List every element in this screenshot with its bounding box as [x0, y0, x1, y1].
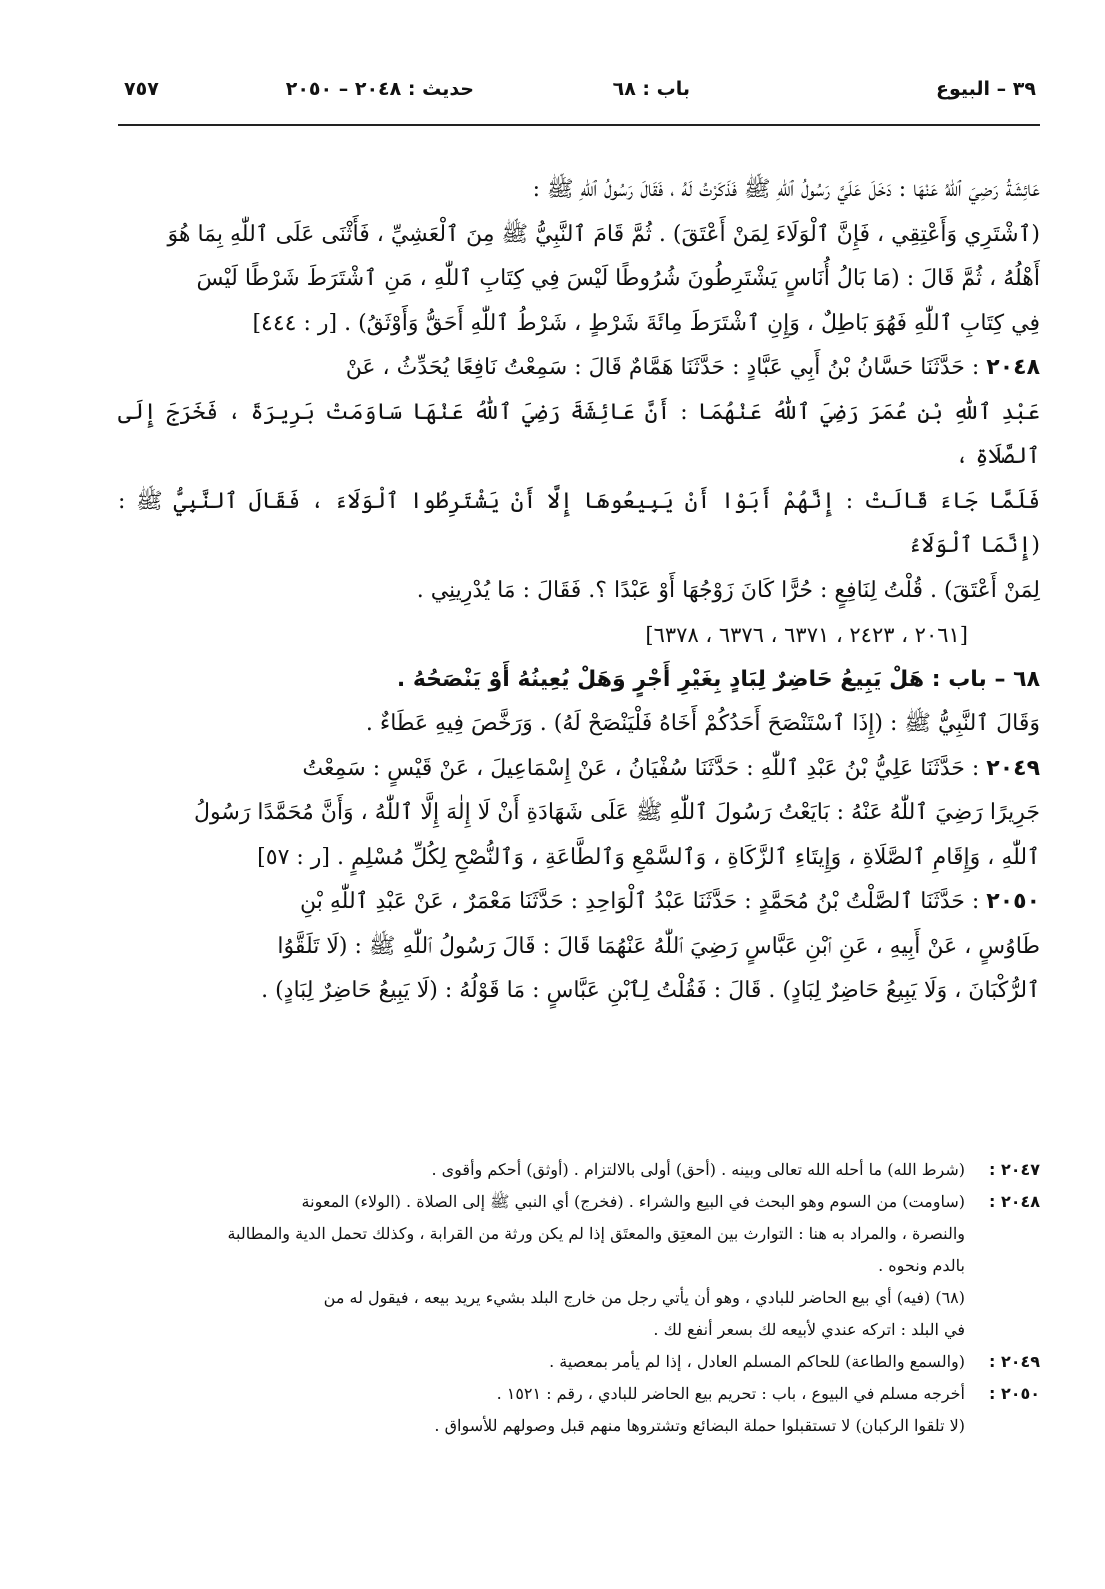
footnotes [118, 1154, 1040, 1442]
bab-heading: ٦٨ – باب : هَلْ يَبِيعُ حَاضِرٌ لِبَادٍ بِغَيْرِ أَجْرٍ وَهَلْ يُعِينُهُ أَوْ يَنْصَحُهُ . [396, 666, 1040, 692]
text-line: عَبْدِ ٱللّٰهِ بْنِ عُمَرَ رَضِيَ ٱللّٰهُ عَنْهُمَا : أَنَّ عَائِشَةَ رَضِيَ ٱللّٰهُ عَنْهَا سَاوَمَتْ بَرِيرَةَ ، فَخَرَجَ إِلَى ٱلصَّلَاةِ ، [118, 399, 1040, 469]
book-page [118, 0, 1040, 1589]
footnote-line: (شرط الله) ما أحله الله تعالى وبينه . (أحق) أولى بالالتزام . (أوثق) أحكم وأقوى . [431, 1160, 965, 1179]
footnote-line: (والسمع والطاعة) للحاكم المسلم العادل ، إذا لم يأمر بمعصية . [549, 1352, 965, 1371]
text-line: أَهْلُهُ ، ثُمَّ قَالَ : (مَا بَالُ أُنَاسٍ يَشْتَرِطُونَ شُرُوطًا لَيْسَ فِي كِتَابِ ٱللّٰهِ ، مَنِ ٱشْتَرَطَ شَرْطًا لَيْسَ [196, 266, 1040, 291]
hadith-2048-line [118, 346, 1040, 391]
footnote-2050 [118, 1378, 1040, 1442]
text-line: جَرِيرًا رَضِيَ ٱللّٰهُ عَنْهُ : بَايَعْتُ رَسُولَ ٱللّٰهِ ﷺ عَلَى شَهَادَةِ أَنْ لَا إِلٰهَ إِلَّا ٱللّٰهُ ، وَأَنَّ مُحَمَّدًا رَسُولُ [194, 800, 1040, 825]
footnote-line: والنصرة ، والمراد به هنا : التوارث بين المعتِق والمعتَق إذا لم يكن ورثة من القرابة ، وكذلك تحمل الدية والمطالبة [227, 1224, 965, 1243]
text-line: طَاوُسٍ ، عَنْ أَبِيهِ ، عَنِ ٱبْنِ عَبَّاسٍ رَضِيَ ٱللّٰهُ عَنْهُمَا قَالَ : قَالَ رَسُولُ ٱللّٰهِ ﷺ : (لَا تَلَقَّوُا [277, 933, 1040, 959]
hadith-number: ٢٠٤٩ [986, 755, 1040, 781]
chapter-title: ٣٩ – البيوع [936, 78, 1036, 100]
footnote-number: ٢٠٥٠ : [988, 1384, 1040, 1403]
footnote-2048 [118, 1186, 1040, 1282]
hadith-text: : حَدَّثَنَا عَلِيُّ بْنُ عَبْدِ ٱللّٰهِ : حَدَّثَنَا سُفْيَانُ ، عَنْ إِسْمَاعِيلَ ، عَنْ قَيْسٍ : سَمِعْتُ [302, 755, 980, 781]
text-line: وَقَالَ ٱلنَّبِيُّ ﷺ : (إِذَا ٱسْتَنْصَحَ أَحَدُكُمْ أَخَاهُ فَلْيَنْصَحْ لَهُ) . وَرَخَّصَ فِيهِ عَطَاءٌ . [365, 711, 1040, 736]
cross-references: [٢٠٦١ ، ٢٤٢٣ ، ٦٣٧١ ، ٦٣٧٦ ، ٦٣٧٨] [645, 623, 968, 647]
page-number: ٧٥٧ [124, 78, 159, 100]
footnote-line: أخرجه مسلم في البيوع ، باب : تحريم بيع الحاضر للبادي ، رقم : ١٥٢١ . [496, 1384, 965, 1403]
hadith-text: : حَدَّثَنَا ٱلصَّلْتُ بْنُ مُحَمَّدٍ : حَدَّثَنَا عَبْدُ ٱلْوَاحِدِ : حَدَّثَنَا مَعْمَرٌ ، عَنْ عَبْدِ ٱللّٰهِ بْنِ [300, 889, 980, 914]
hadith-text: : حَدَّثَنَا حَسَّانُ بْنُ أَبِي عَبَّادٍ : حَدَّثَنَا هَمَّامٌ قَالَ : سَمِعْتُ نَافِعًا يُحَدِّثُ ، عَنْ [345, 355, 980, 380]
footnote-number: ٢٠٤٩ : [988, 1352, 1040, 1371]
main-text [118, 168, 1040, 1014]
footnote-line: (لا تلقوا الركبان) لا تستقبلوا حملة البضائع وتشتروها منهم قبل وصولهم للأسواق . [434, 1416, 965, 1435]
hadith-2050-line [118, 880, 1040, 925]
hadith-number: ٢٠٥٠ [986, 889, 1040, 914]
footnote-line: في البلد : اتركه عندي لأبيعه لك بسعر أنفع لك . [653, 1320, 965, 1339]
text-line: (ٱشْتَرِي وَأَعْتِقِي ، فَإِنَّ ٱلْوَلَاءَ لِمَنْ أَعْتَقَ) . ثُمَّ قَامَ ٱلنَّبِيُّ ﷺ مِنَ ٱلْعَشِيِّ ، فَأَثْنَى عَلَى ٱللّٰهِ بِمَا هُوَ [167, 221, 1040, 247]
hadith-2049-line [118, 747, 1040, 792]
bab-label: باب : ٦٨ [612, 78, 690, 100]
text-line: لِمَنْ أَعْتَقَ) . قُلْتُ لِنَافِعٍ : حُرًّا كَانَ زَوْجُهَا أَوْ عَبْدًا ؟. فَقَالَ : مَا يُدْرِينِي . [416, 577, 1040, 603]
text-line: فِي كِتَابِ ٱللّٰهِ فَهُوَ بَاطِلٌ ، وَإِنِ ٱشْتَرَطَ مِائَةَ شَرْطٍ ، شَرْطُ ٱللّٰهِ أَحَقُّ وَأَوْثَقُ) . [ر : ٤٤٤] [252, 310, 1040, 336]
page-header [118, 78, 1040, 118]
hadith-number: ٢٠٤٨ [986, 355, 1040, 380]
text-line: عَائِشَةُ رَضِيَ ٱللّٰهُ عَنْهَا : دَخَلَ عَلَيَّ رَسُولُ ٱللّٰهِ ﷺ فَذَكَرْتُ لَهُ ، فَقَالَ رَسُولُ ٱللّٰهِ ﷺ : [532, 177, 1040, 202]
footnote-line: بالدم ونحوه . [878, 1256, 965, 1275]
text-line: ٱلرُّكْبَانَ ، وَلَا يَبِيعُ حَاضِرٌ لِبَادٍ) . قَالَ : فَقُلْتُ لِٱبْنِ عَبَّاسٍ : مَا قَوْلُهُ : (لَا يَبِيعُ حَاضِرٌ لِبَادٍ) . [261, 978, 1040, 1003]
footnote-bab-68 [118, 1282, 1040, 1346]
footnote-number: ٢٠٤٨ : [988, 1192, 1040, 1211]
footnote-line: (ساومت) من السوم وهو البحث في البيع والشراء . (فخرج) أي النبي ﷺ إلى الصلاة . (الولاء) المعونة [301, 1192, 965, 1211]
footnote-number: ٢٠٤٧ : [988, 1160, 1040, 1179]
footnote-2047 [118, 1154, 1040, 1186]
header-divider [118, 124, 1040, 126]
hadith-range: حديث : ٢٠٤٨ – ٢٠٥٠ [285, 78, 474, 100]
footnote-line: (٦٨) (فيه) أي بيع الحاضر للبادي ، وهو أن يأتي رجل من خارج البلد بشيء يريد بيعه ، فيقول له من [323, 1288, 965, 1307]
text-line: ٱللّٰهِ ، وَإِقَامِ ٱلصَّلَاةِ ، وَإِيتَاءِ ٱلزَّكَاةِ ، وَٱلسَّمْعِ وَٱلطَّاعَةِ ، وَٱلنُّصْحِ لِكُلِّ مُسْلِمٍ . [ر : ٥٧] [257, 844, 1040, 870]
footnote-2049 [118, 1346, 1040, 1378]
text-line: فَلَمَّا جَاءَ قَالَتْ : إِنَّهُمْ أَبَوْا أَنْ يَبِيعُوهَا إِلَّا أَنْ يَشْتَرِطُوا ٱلْوَلَاءَ ، فَقَالَ ٱلنَّبِيُّ ﷺ : (إِنَّمَا ٱلْوَلَاءُ [118, 488, 1040, 558]
